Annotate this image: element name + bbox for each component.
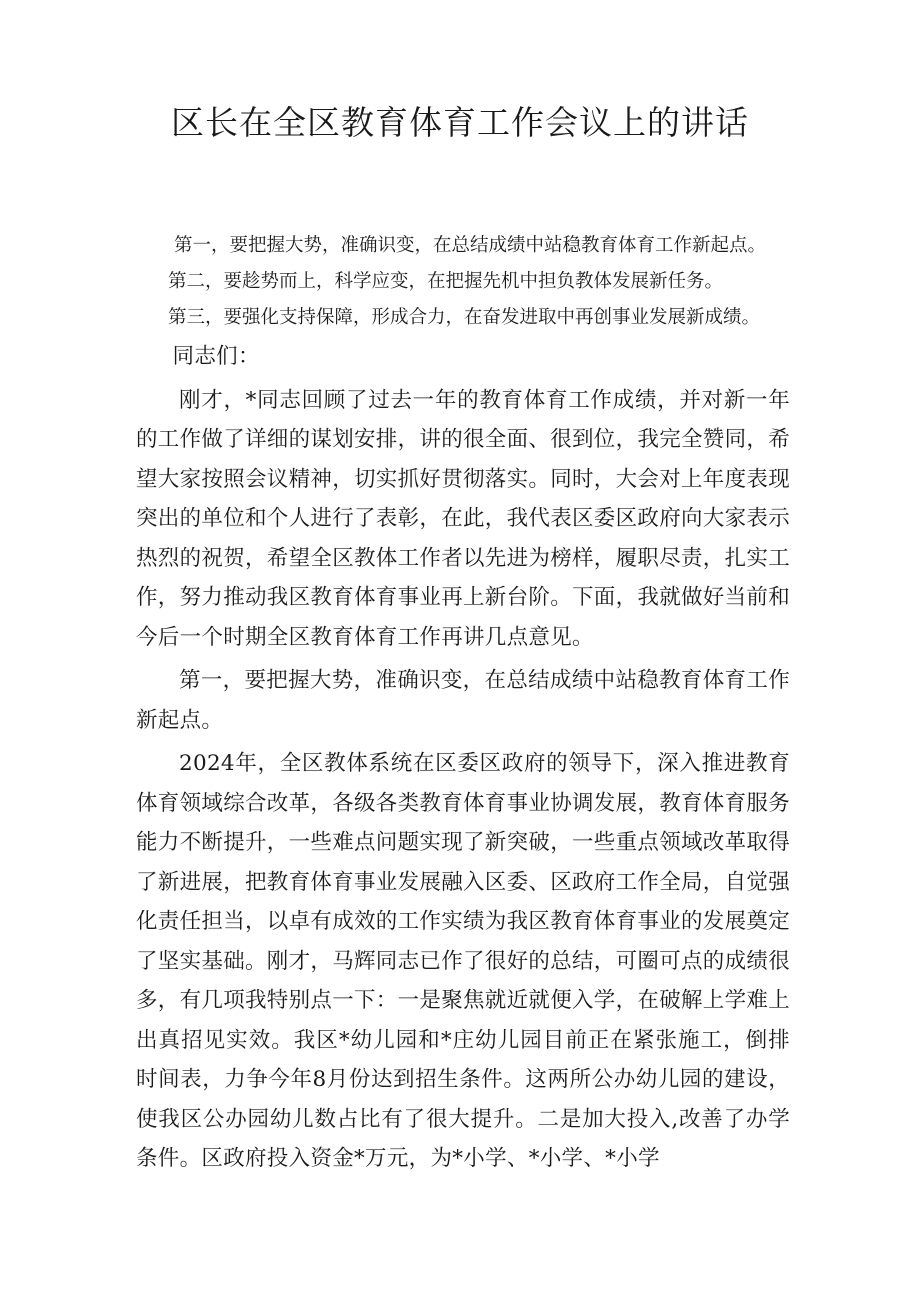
speech-body	[136, 337, 790, 1179]
body-paragraph-1: 刚才，*同志回顾了过去一年的教育体育工作成绩，并对新一年的工作做了详细的谋划安排，讲的很全面、很到位，我完全赞同，希望大家按照会议精神，切实抓好贯彻落实。同时，大会对上年度表现突出的单位和个人进行了表彰，在此，我代表区委区政府向大家表示热烈的祝贺，希望全区教体工作者以先进为榜样，履职尽责，扎实工作，努力推动我区教育体育事业再上新台阶。下面，我就做好当前和今后一个时期全区教育体育工作再讲几点意见。	[136, 387, 791, 650]
outline-item-3: 第三，要强化支持保障，形成合力，在奋发进取中再创事业发展新成绩。	[168, 307, 761, 328]
section-heading-1: 第一，要把握大势，准确识变，在总结成绩中站稳教育体育工作新起点。	[136, 668, 790, 733]
body-paragraph-2: 2024年，全区教体系统在区委区政府的领导下，深入推进教育体育领域综合改革，各级各类教育体育事业协调发展，教育体育服务能力不断提升，一些难点问题实现了新突破，一些重点领域改革取得了新进展，把教育体育事业发展融入区委、区政府工作全局，自觉强化责任担当，以卓有成效的工作实绩为我区教育体育事业的发展奠定了坚实基础。刚才，马辉同志已作了很好的总结，可圈可点的成绩很多，有几项我特别点一下：一是聚焦就近就便入学，在破解上学难上出真招见实效。我区*幼儿园和*庄幼儿园目前正在紧张施工，倒排时间表，力争今年8月份达到招生条件。这两所公办幼儿园的建设，使我区公办园幼儿数占比有了很大提升。二是加大投入,改善了办学条件。区政府投入资金*万元，为*小学、*小学、*小学	[136, 751, 791, 1171]
document-title: 区长在全区教育体育工作会议上的讲话	[171, 103, 749, 142]
speech-outline	[168, 228, 808, 336]
outline-item-2: 第二，要趁势而上，科学应变，在把握先机中担负教体发展新任务。	[168, 271, 724, 292]
greeting: 同志们：	[172, 344, 260, 369]
outline-item-1: 第一，要把握大势，准确识变，在总结成绩中站稳教育体育工作新起点。	[174, 235, 767, 256]
